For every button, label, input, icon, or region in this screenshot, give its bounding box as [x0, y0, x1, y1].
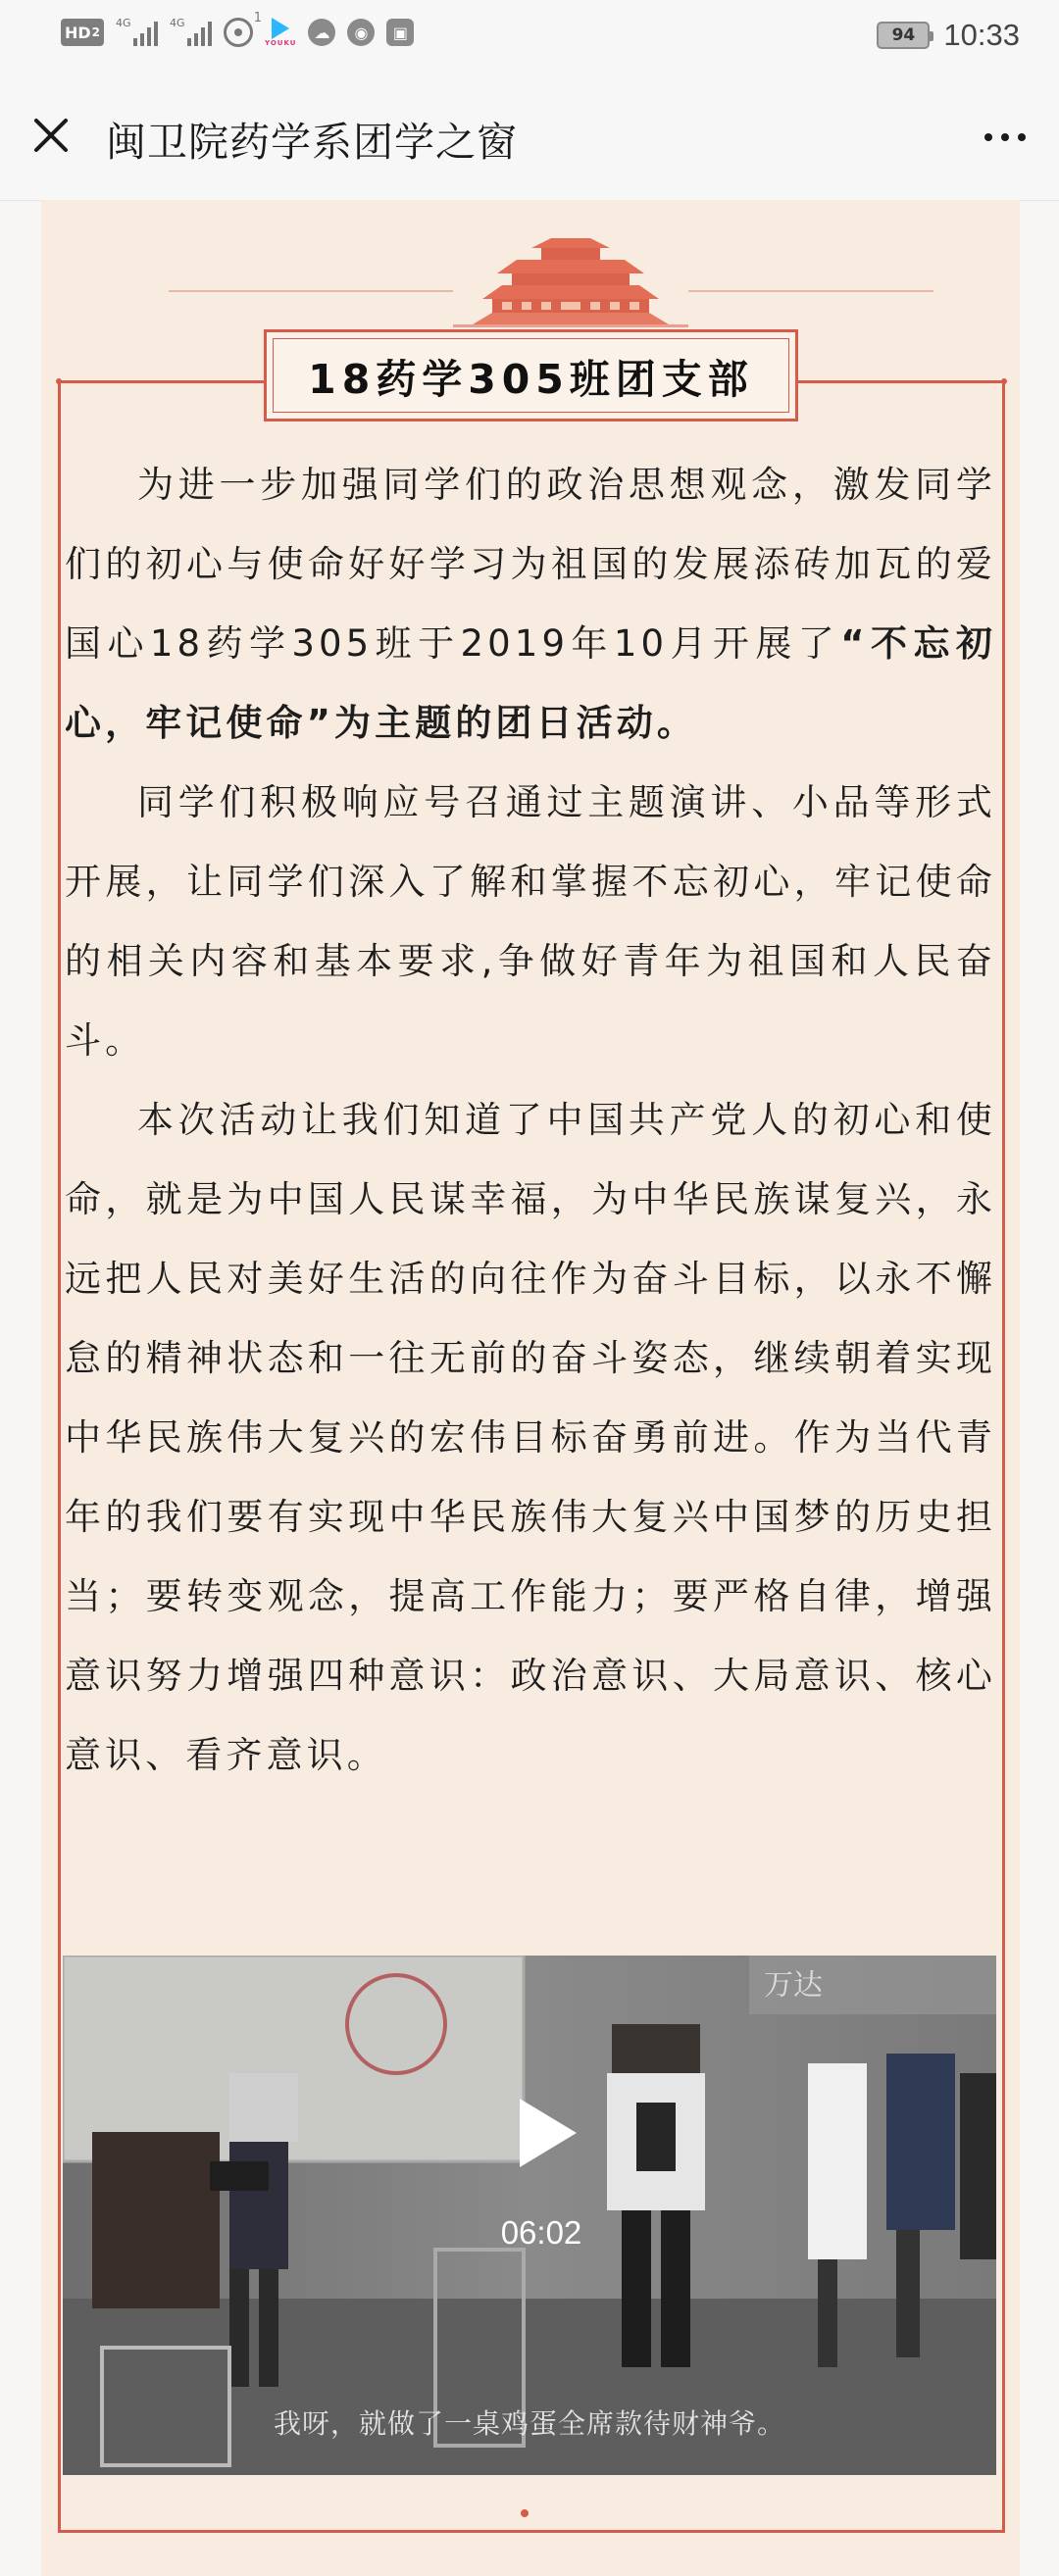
close-icon — [22, 108, 80, 167]
paragraph-1 — [65, 445, 996, 763]
frame-bottom-dot — [521, 2509, 529, 2517]
signal-icon-1 — [116, 19, 158, 46]
more-icon — [984, 133, 992, 141]
section-title: 18药学305班团支部 — [308, 355, 754, 403]
video-watermark: 万达 — [764, 1968, 823, 2003]
app-notification-icon: ◉ — [347, 19, 375, 46]
cloud-icon: ☁ — [308, 19, 335, 46]
hd-sub: 2 — [91, 25, 101, 39]
status-time: 10:33 — [943, 18, 1020, 52]
hd-label: HD — [65, 23, 91, 42]
section-title-box — [264, 329, 798, 421]
page-title: 闽卫院药学系团学之窗 — [106, 119, 518, 166]
hotspot-icon — [224, 11, 263, 47]
nav-bar — [0, 74, 1059, 201]
status-bar — [0, 0, 1059, 74]
battery-icon — [877, 22, 930, 49]
youku-label: YOUKU — [265, 39, 297, 47]
signal-icon-2 — [170, 19, 212, 46]
youku-app-icon — [265, 18, 296, 47]
battery-level: 94 — [891, 25, 916, 45]
paragraph-2: 同学们积极响应号召通过主题演讲、小品等形式开展，让同学们深入了解和掌握不忘初心，牢记使命的相关内容和基本要求,争做好青年为祖国和人民奋斗。 — [65, 781, 996, 1062]
palace-icon — [453, 234, 688, 332]
article-card — [41, 200, 1020, 2576]
hotspot-count: 1 — [253, 11, 263, 25]
status-icons-left — [61, 11, 414, 47]
app-store-icon: ▣ — [386, 19, 414, 46]
decorative-line-right — [688, 290, 933, 292]
network-type-2: 4G — [170, 17, 185, 29]
paragraph-1-text: 为进一步加强同学们的政治思想观念，激发同学们的初心与使命好好学习为祖国的发展添砖加瓦的爱国心18药学305班于2019年10月开展了 — [65, 464, 996, 665]
video-duration: 06:02 — [500, 2214, 582, 2251]
more-button[interactable] — [971, 108, 1039, 167]
network-type-1: 4G — [116, 17, 131, 29]
close-button[interactable] — [22, 108, 80, 167]
paragraph-3: 本次活动让我们知道了中国共产党人的初心和使命，就是为中国人民谋幸福，为中华民族谋复兴，永远把人民对美好生活的向往作为奋斗目标，以永不懈怠的精神状态和一往无前的奋斗姿态，继续朝着实现中华民族伟大复兴的宏伟目标奋勇前进。作为当代青年的我们要有实现中华民族伟大复兴中国梦的历史担当；要转变观念，提高工作能力；要严格自律，增强意识努力增强四种意识：政治意识、大局意识、核心意识、看齐意识。 — [65, 1099, 996, 1776]
video-subtitle: 我呀，就做了一桌鸡蛋全席款待财神爷。 — [273, 2407, 785, 2440]
decorative-line-left — [169, 290, 453, 292]
play-icon[interactable] — [498, 2089, 586, 2177]
paragraph-1-bold: “不忘初心，牢记使命”为主题的团日活动。 — [65, 622, 996, 744]
hd-voice-icon — [61, 19, 104, 46]
article-body — [65, 445, 996, 1795]
status-icons-right — [877, 18, 1020, 53]
